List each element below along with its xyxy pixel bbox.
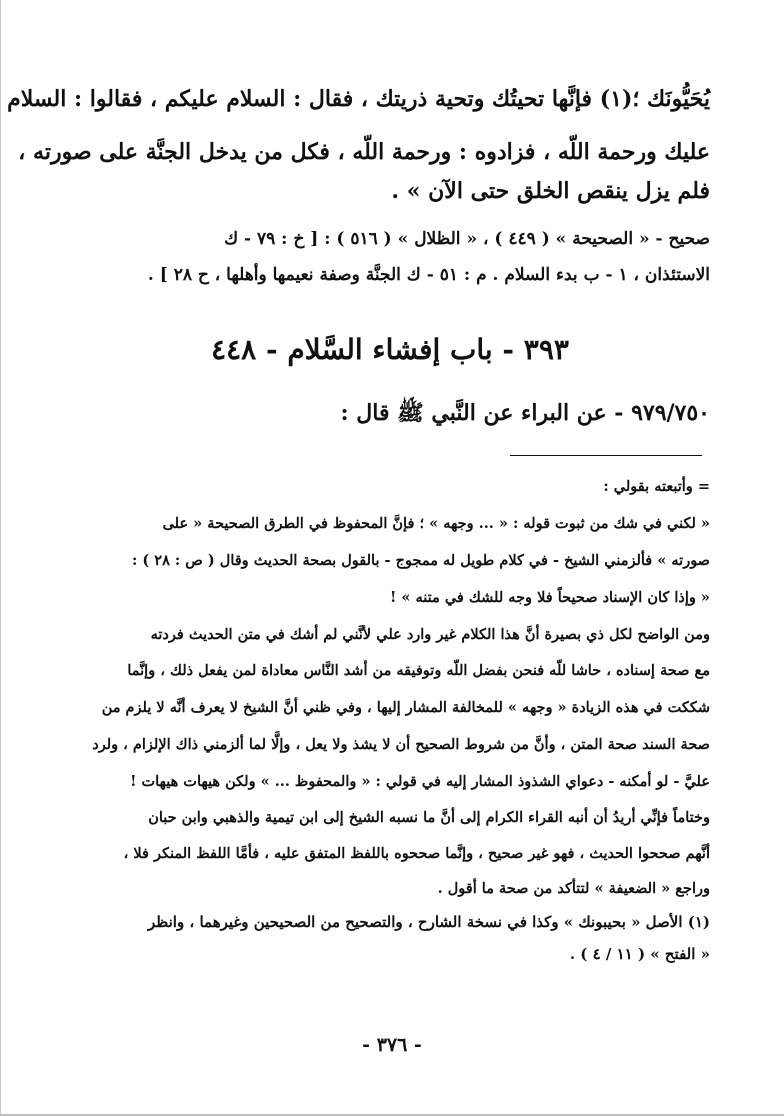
note-line-8: صحة السند صحة المتن ، وأنَّ من شروط الصحيح أن لا يشذ ولا يعل ، وإلَّا لما ألزمني ذاك الإلزام ، ولرد [92,736,710,753]
footnote-line-1: (١) الأصل « بحيبونك » وكذا في نسخة الشارح ، والتصحيح من الصحيحين وغيرهما ، وانظر [148,913,710,931]
note-line-5: ومن الواضح لكل ذي بصيرة أنَّ هذا الكلام غير وارد علي لأنَّني لم أشك في متن الحديث فردته [150,626,710,643]
footnote-line-2: « الفتح » ( ١١ / ٤ ) . [569,945,710,963]
page-number: - ٣٧٦ - [362,1034,422,1056]
note-line-7: شككت في هذه الزيادة « وجهه » للمخالفة المشار إليها ، وفي ظني أنَّ الشيخ لا يعرف أنَّه لا يلزم من [101,699,710,716]
note-line-9: عليَّ - لو أمكنه - دعواي الشذوذ المشار إليه في قولي : « والمحفوظ ... » ولكن هيهات هيهات ! [130,773,710,790]
scan-edge-left [0,0,1,1116]
note-line-4: « وإذا كان الإسناد صحيحاً فلا وجه للشك في متنه » ! [389,589,710,606]
source-reference-line-1: صحيح - « الصحيحة » ( ٤٤٩ ) ، « الظلال » ( ٥١٦ ) : [ خ : ٧٩ - ك [224,229,710,249]
hadith-intro: ٩٧٩/٧٥٠ - عن البراء عن النَّبي ﷺ قال : [340,400,710,426]
body-text-line-1: يُحَيُّونَك ؛(١) فإنَّها تحيتُك وتحية ذريتك ، فقال : السلام عليكم ، فقالوا : السلام [7,86,710,112]
note-line-10: وختاماً فإنِّي أريدُ أن أنبه القراء الكرام إلى أنَّ ما نسبه الشيخ إلى ابن تيمية والذهبي وابن حبان [148,809,710,826]
note-line-6: مع صحة إسناده ، حاشا للّه فنحن بفضل اللّه وتوفيقه من أشد النَّاس معاداة لمن يفعل ذلك ، وإنَّما [127,662,710,679]
note-line-12: وراجع « الضعيفة » لتتأكد من صحة ما أقول . [437,880,710,897]
note-line-3: صورته » فألزمني الشيخ - في كلام طويل له ممجوج - بالقول بصحة الحديث وقال ( ص : ٢٨ ) : [131,552,710,569]
body-text-line-3: فلم يزل ينقص الخلق حتى الآن » . [391,178,710,204]
note-line-2: « لكني في شك من ثبوت قوله : « ... وجهه » ؛ فإنَّ المحفوظ في الطرق الصحيحة « على [162,515,710,532]
chapter-heading: ٣٩٣ - باب إفشاء السَّلام - ٤٤٨ [211,333,569,366]
footnote-divider [510,455,702,456]
source-reference-line-2: الاستئذان ، ١ - ب بدء السلام . م : ٥١ - ك الجنَّة وصفة نعيمها وأهلها ، ح ٢٨ ] . [147,265,710,285]
body-text-line-2: عليك ورحمة اللّه ، فزادوه : ورحمة اللّه ، فكل من يدخل الجنَّة على صورته ، [18,139,710,165]
note-line-11: أنَّهم صححوا الحديث ، فهو غير صحيح ، وإنَّما صححوه باللفظ المتفق عليه ، فأمَّا اللفظ المنكر فلا ، [123,845,710,862]
note-line-1: = وأتبعته بقولي : [603,478,710,495]
